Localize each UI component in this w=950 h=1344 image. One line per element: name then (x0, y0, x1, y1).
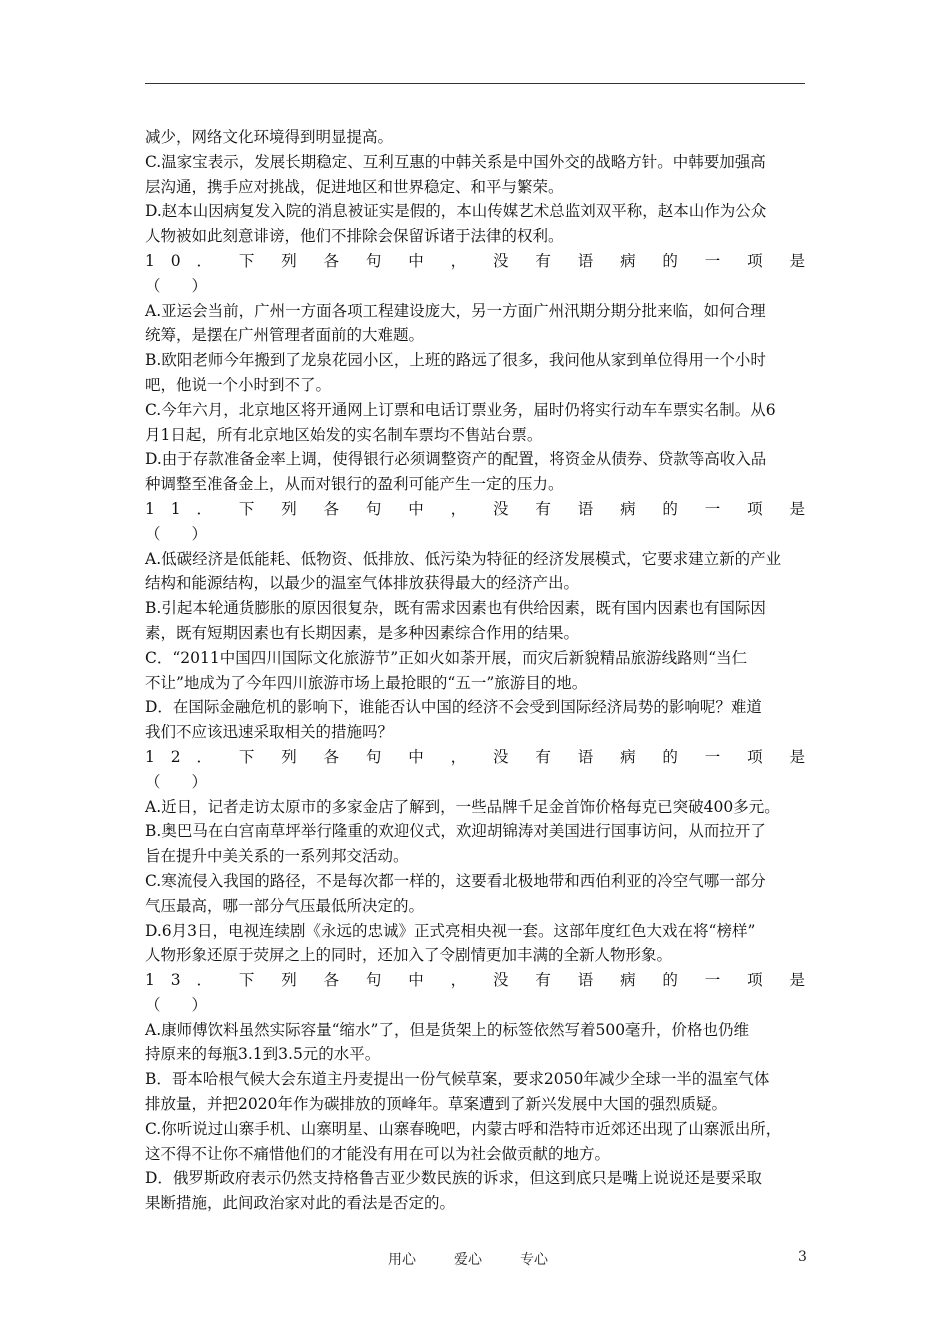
text-line: A.亚运会当前，广州一方面各项工程建设庞大，另一方面广州汛期分期分批来临，如何合理 (145, 301, 766, 320)
text-line: B.欧阳老师今年搬到了龙泉花园小区，上班的路远了很多，我问他从家到单位得用一个小时 (145, 351, 766, 370)
question-stem-line: 1 0 ． 下 列 各 句 中 ， 没 有 语 病 的 一 项 是 (145, 251, 805, 270)
text-line: 人物形象还原于荧屏之上的同时，还加入了令剧情更加丰满的全新人物形象。 (145, 946, 673, 965)
text-line: 月1日起，所有北京地区始发的实名制车票均不售站台票。 (145, 425, 543, 444)
text-line: 种调整至准备金上，从而对银行的盈利可能产生一定的压力。 (145, 475, 564, 494)
text-line: 这不得不让你不痛惜他们的才能没有用在可以为社会做贡献的地方。 (145, 1144, 611, 1163)
text-line: D．俄罗斯政府表示仍然支持格鲁吉亚少数民族的诉求，但这到底只是嘴上说说还是要采取 (145, 1169, 762, 1188)
text-line: C.你听说过山寨手机、山寨明星、山寨春晚吧，内蒙古呼和浩特市近郊还出现了山寨派出所， (145, 1119, 782, 1138)
text-line: 人物被如此刻意诽谤，他们不排除会保留诉诸于法律的权利。 (145, 227, 564, 246)
text-line: 我们不应该迅速采取相关的措施吗？ (145, 723, 394, 742)
text-line: D．在国际金融危机的影响下，谁能否认中国的经济不会受到国际经济局势的影响呢？难道 (145, 698, 762, 717)
text-line: 不让”地成为了今年四川旅游市场上最抢眼的“五一”旅游目的地。 (145, 673, 588, 692)
text-line: 吧，他说一个小时到不了。 (145, 375, 332, 394)
text-line: （ ） (145, 276, 208, 295)
text-line: C.温家宝表示，发展长期稳定、互利互惠的中韩关系是中国外交的战略方针。中韩要加强高 (145, 152, 766, 171)
text-line: B.奥巴马在白宫南草坪举行隆重的欢迎仪式，欢迎胡锦涛对美国进行国事访问，从而拉开了 (145, 822, 766, 841)
text-line: B．哥本哈根气候大会东道主丹麦提出一份气候草案，要求2050年减少全球一半的温室气体 (145, 1070, 770, 1089)
question-stem-line: 1 3 ． 下 列 各 句 中 ， 没 有 语 病 的 一 项 是 (145, 971, 805, 990)
text-line: D.由于存款准备金率上调，使得银行必须调整资产的配置，将资金从债券、贷款等高收入品 (145, 450, 767, 469)
text-line: D.6月3日，电视连续剧《永远的忠诚》正式亮相央视一套。这部年度红色大戏在将“榜样” (145, 921, 756, 940)
text-line: C.寒流侵入我国的路径，不是每次都一样的，这要看北极地带和西伯利亚的冷空气哪一部分 (145, 871, 766, 890)
text-line: （ ） (145, 524, 208, 543)
text-line: 层沟通，携手应对挑战，促进地区和世界稳定、和平与繁荣。 (145, 177, 564, 196)
text-line: A.近日，记者走访太原市的多家金店了解到，一些品牌千足金首饰价格每克已突破400多元。 (145, 797, 780, 816)
footer-motto-word: 爱心 (454, 1252, 482, 1268)
text-line: （ ） (145, 772, 208, 791)
document-body (145, 125, 805, 1216)
text-line: A.康师傅饮料虽然实际容量“缩水”了，但是货架上的标签依然写着500毫升，价格也仍维 (145, 1020, 750, 1039)
text-line: 果断措施，此间政治家对此的看法是否定的。 (145, 1194, 456, 1213)
text-line: D.赵本山因病复发入院的消息被证实是假的，本山传媒艺术总监刘双平称，赵本山作为公众 (145, 202, 767, 221)
footer-motto-word: 专心 (520, 1252, 548, 1268)
question-stem-line: 1 1 ． 下 列 各 句 中 ， 没 有 语 病 的 一 项 是 (145, 499, 805, 518)
footer-motto (388, 1249, 548, 1269)
footer-motto-word: 用心 (388, 1252, 416, 1268)
page-number: 3 (798, 1249, 807, 1265)
text-line: 排放量，并把2020年作为碳排放的顶峰年。草案遭到了新兴发展中大国的强烈质疑。 (145, 1095, 727, 1114)
text-line: 旨在提升中美关系的一系列邦交活动。 (145, 847, 409, 866)
header-rule (145, 83, 805, 84)
text-line: 持原来的每瓶3.1到3.5元的水平。 (145, 1045, 381, 1064)
text-line: C．“2011中国四川国际文化旅游节”正如火如荼开展，而灾后新貌精品旅游线路则“当仁 (145, 648, 748, 667)
text-line: 气压最高，哪一部分气压最低所决定的。 (145, 896, 425, 915)
text-line: B.引起本轮通货膨胀的原因很复杂，既有需求因素也有供给因素，既有国内因素也有国际因 (145, 599, 766, 618)
question-stem-line: 1 2 ． 下 列 各 句 中 ， 没 有 语 病 的 一 项 是 (145, 747, 805, 766)
text-line: A.低碳经济是低能耗、低物资、低排放、低污染为特征的经济发展模式，它要求建立新的产业 (145, 549, 782, 568)
text-line: 统筹，是摆在广州管理者面前的大难题。 (145, 326, 425, 345)
text-line: 素，既有短期因素也有长期因素，是多种因素综合作用的结果。 (145, 623, 580, 642)
text-line: （ ） (145, 995, 208, 1014)
text-line: 减少，网络文化环境得到明显提高。 (145, 128, 394, 146)
text-line: 结构和能源结构，以最少的温室气体排放获得最大的经济产出。 (145, 574, 580, 593)
text-line: C.今年六月，北京地区将开通网上订票和电话订票业务，届时仍将实行动车车票实名制。从6 (145, 400, 776, 419)
